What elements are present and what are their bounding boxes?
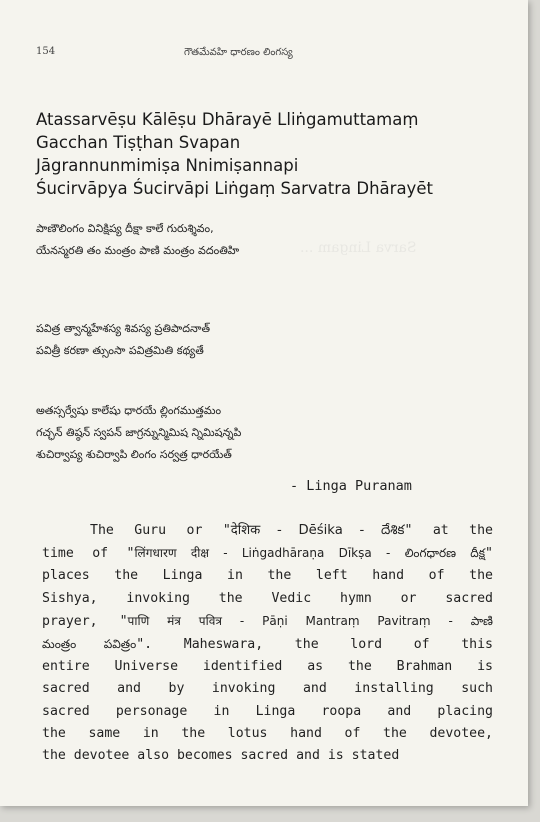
paragraph-line: entire Universe identified as the Brahman is <box>42 659 493 675</box>
paragraph-line: Sishya, invoking the Vedic hymn or sacred <box>42 590 493 606</box>
telugu-line: పాణౌలింగం వినిక్షిప్య దీక్షా కాలే గురుశ్శివం, <box>36 222 214 235</box>
page-number: 154 <box>36 46 56 57</box>
telugu-verse-2 <box>36 318 210 362</box>
paragraph-line: sacred personage in Linga roopa and placing <box>42 703 493 719</box>
verse-line: Gacchan Tiṣṭhan Svapan <box>36 133 241 152</box>
verse-line: Jāgrannunmimiṣa Nnimiṣannapi <box>36 156 299 175</box>
paragraph-line: places the Linga in the left hand of the <box>42 568 493 584</box>
telugu-line: పవిత్రీ కరణా త్సుంసా పవిత్రమితి కథ్యతే <box>36 344 204 357</box>
verse-line: Atassarvēṣu Kālēṣu Dhārayē Lliṅgamuttamaṃ <box>36 110 419 129</box>
paragraph-line: prayer, "पाणि मंत्र पवित्र - Pāṇi Mantraṃ Pavitraṃ - పాణి <box>42 613 493 629</box>
telugu-line: శుచిర్వాప్య శుచిర్వాపి లింగం సర్వత్ర ధారయేత్ <box>36 448 232 461</box>
telugu-line: అతస్సర్వేషు కాలేషు ధారయే ల్లింగముత్తమం <box>36 404 222 417</box>
telugu-line: గచ్ఛన్ తిష్ఠన్ స్వపన్ జాగ్రన్నున్మిమిష న్నిమిషన్నపి <box>36 426 242 439</box>
paragraph-line: time of "लिंगधारण दीक्ष - Liṅgadhāraṇa Dīkṣa - లింగధారణ దీక్ష" <box>42 546 493 562</box>
paragraph-line: The Guru or "देशिक - Dēśika - దేశిక" at the <box>90 523 493 538</box>
telugu-line: యేనస్మరతి తం మంత్రం పాణి మంత్రం వదంతిహి <box>36 244 240 257</box>
body-paragraph <box>42 520 493 767</box>
paragraph-line: మంత్రం పవిత్రం". Maheswara, the lord of this <box>42 637 493 653</box>
paragraph-line: the same in the lotus hand of the devotee, <box>42 725 493 741</box>
attribution: - Linga Puranam <box>290 478 412 494</box>
telugu-line: పవిత్ర త్వాన్మహేశస్య శివస్య ప్రతిపాదనాత్ <box>36 322 211 335</box>
paragraph-line: sacred and by invoking and installing such <box>42 681 493 697</box>
telugu-verse-1 <box>36 218 239 262</box>
telugu-verse-3 <box>36 400 241 466</box>
paragraph-line: the devotee also becomes sacred and is stated <box>42 748 400 764</box>
running-title: గౌతమేవహి ధారణం లింగస్య <box>184 47 293 58</box>
bleed-through: Sarva Lingam ... <box>300 240 417 256</box>
verse-line: Śucirvāpya Śucirvāpi Liṅgaṃ Sarvatra Dhārayēt <box>36 179 433 198</box>
transliterated-verse <box>36 108 433 200</box>
